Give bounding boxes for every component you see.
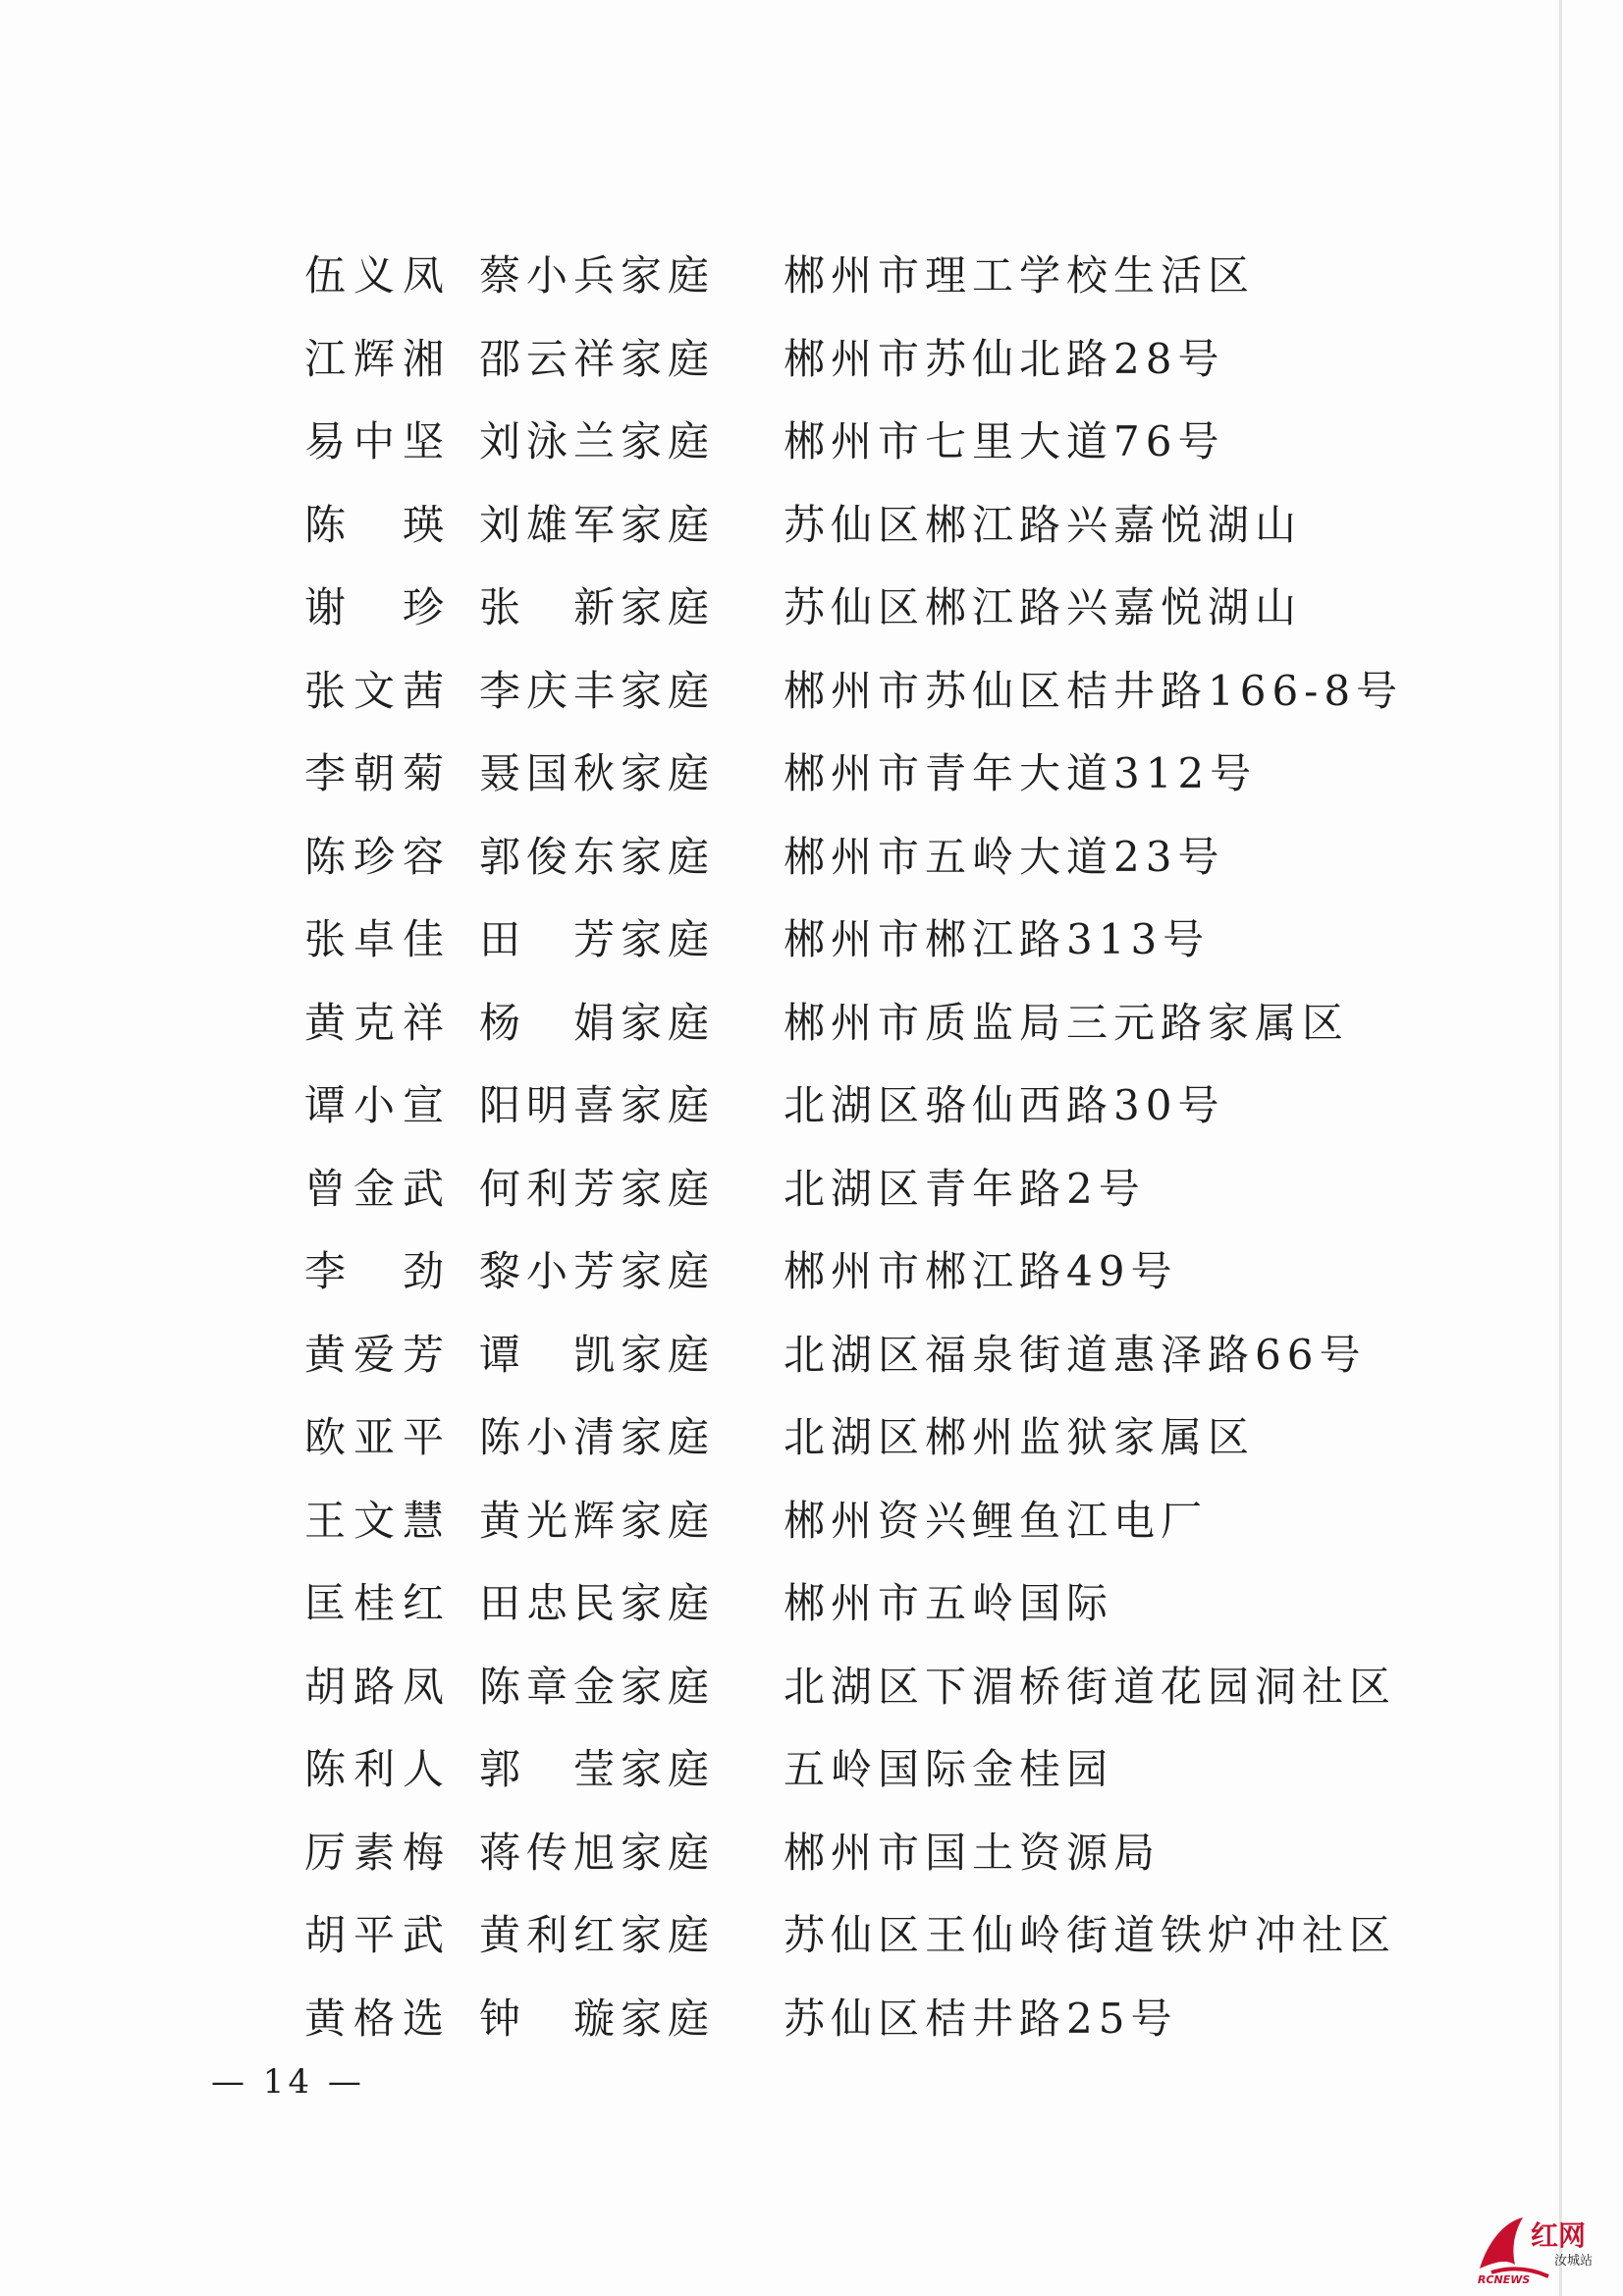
person-name: 陈利人 xyxy=(304,1745,453,1794)
list-item xyxy=(304,730,1424,813)
person-name: 谢 珍 xyxy=(304,583,453,632)
family-name: 邵云祥家庭 xyxy=(479,334,716,383)
family-address: 郴州市国土资源局 xyxy=(784,1828,1162,1877)
list-item xyxy=(304,315,1424,399)
person-name: 曾金武 xyxy=(304,1164,453,1213)
list-item xyxy=(304,564,1424,647)
person-name: 伍义凤 xyxy=(304,251,453,301)
family-name: 黄利红家庭 xyxy=(479,1911,716,1960)
family-name: 刘雄军家庭 xyxy=(479,500,716,549)
list-item xyxy=(304,1643,1424,1726)
rednet-logo xyxy=(1472,2208,1609,2286)
list-item xyxy=(304,1725,1424,1809)
person-name: 欧亚平 xyxy=(304,1413,453,1462)
family-name: 陈小清家庭 xyxy=(479,1413,716,1462)
logo-sub-text: 汝城站 xyxy=(1554,2254,1594,2269)
family-address: 郴州市苏仙区桔井路166-8号 xyxy=(784,666,1404,715)
list-item xyxy=(304,813,1424,897)
family-address: 苏仙区郴江路兴嘉悦湖山 xyxy=(784,500,1303,549)
family-address: 苏仙区郴江路兴嘉悦湖山 xyxy=(784,583,1303,632)
list-item xyxy=(304,1311,1424,1394)
person-name: 张卓佳 xyxy=(304,915,453,964)
person-name: 陈珍容 xyxy=(304,832,453,881)
family-address: 苏仙区桔井路25号 xyxy=(784,1994,1178,2043)
family-name: 田 芳家庭 xyxy=(479,915,716,964)
family-address: 北湖区青年路2号 xyxy=(784,1164,1146,1213)
list-item xyxy=(304,398,1424,481)
logo-en-text: RCNEWS xyxy=(1478,2273,1531,2286)
person-name: 易中坚 xyxy=(304,417,453,466)
person-name: 胡路凤 xyxy=(304,1662,453,1711)
family-name: 陈章金家庭 xyxy=(479,1662,716,1711)
family-address: 北湖区下湄桥街道花园洞社区 xyxy=(784,1662,1397,1711)
person-name: 胡平武 xyxy=(304,1911,453,1960)
person-name: 黄爱芳 xyxy=(304,1330,453,1379)
person-name: 陈 瑛 xyxy=(304,500,453,549)
person-name: 谭小宣 xyxy=(304,1081,453,1130)
person-name: 黄克祥 xyxy=(304,998,453,1047)
person-name: 李 劲 xyxy=(304,1247,453,1296)
family-address: 郴州市理工学校生活区 xyxy=(784,251,1256,301)
list-item xyxy=(304,1228,1424,1311)
family-name: 李庆丰家庭 xyxy=(479,666,716,715)
family-name: 黎小芳家庭 xyxy=(479,1247,716,1296)
person-name: 张文茜 xyxy=(304,666,453,715)
family-address: 北湖区郴州监狱家属区 xyxy=(784,1413,1256,1462)
family-name: 郭俊东家庭 xyxy=(479,832,716,881)
list-item xyxy=(304,1809,1424,1892)
family-name: 何利芳家庭 xyxy=(479,1164,716,1213)
person-name: 匡桂红 xyxy=(304,1579,453,1628)
list-item xyxy=(304,1891,1424,1975)
family-address: 苏仙区王仙岭街道铁炉冲社区 xyxy=(784,1911,1397,1960)
family-address: 五岭国际金桂园 xyxy=(784,1745,1114,1794)
family-name: 聂国秋家庭 xyxy=(479,749,716,798)
family-name: 蒋传旭家庭 xyxy=(479,1828,716,1877)
family-address: 郴州市青年大道312号 xyxy=(784,749,1258,798)
list-item xyxy=(304,1477,1424,1560)
family-name: 谭 凯家庭 xyxy=(479,1330,716,1379)
list-item xyxy=(304,481,1424,565)
family-address: 郴州市五岭大道23号 xyxy=(784,832,1225,881)
page-number: — 14 — xyxy=(211,2062,365,2102)
family-address: 郴州市质监局三元路家属区 xyxy=(784,998,1350,1047)
rednet-logo-icon xyxy=(1472,2208,1609,2286)
list-item xyxy=(304,1394,1424,1477)
family-name: 蔡小兵家庭 xyxy=(479,251,716,301)
logo-main-text: 红网 xyxy=(1531,2219,1587,2252)
list-item xyxy=(304,896,1424,979)
person-name: 黄格选 xyxy=(304,1994,453,2043)
family-name: 田忠民家庭 xyxy=(479,1579,716,1628)
list-item xyxy=(304,232,1424,315)
family-address: 郴州市苏仙北路28号 xyxy=(784,334,1225,383)
page-edge-shadow xyxy=(1559,0,1562,2296)
family-address: 北湖区福泉街道惠泽路66号 xyxy=(784,1330,1367,1379)
family-name: 黄光辉家庭 xyxy=(479,1496,716,1545)
family-address: 北湖区骆仙西路30号 xyxy=(784,1081,1225,1130)
family-name: 阳明喜家庭 xyxy=(479,1081,716,1130)
list-item xyxy=(304,1975,1424,2058)
family-name: 杨 娟家庭 xyxy=(479,998,716,1047)
list-item xyxy=(304,979,1424,1063)
family-name: 钟 璇家庭 xyxy=(479,1994,716,2043)
family-address: 郴州市郴江路313号 xyxy=(784,915,1211,964)
list-item xyxy=(304,1145,1424,1229)
family-name: 刘泳兰家庭 xyxy=(479,417,716,466)
family-address: 郴州资兴鲤鱼江电厂 xyxy=(784,1496,1209,1545)
family-list xyxy=(304,232,1424,2057)
family-name: 郭 莹家庭 xyxy=(479,1745,716,1794)
person-name: 王文慧 xyxy=(304,1496,453,1545)
family-address: 郴州市七里大道76号 xyxy=(784,417,1225,466)
list-item xyxy=(304,1559,1424,1643)
person-name: 厉素梅 xyxy=(304,1828,453,1877)
family-name: 张 新家庭 xyxy=(479,583,716,632)
family-address: 郴州市郴江路49号 xyxy=(784,1247,1178,1296)
person-name: 江辉湘 xyxy=(304,334,453,383)
family-address: 郴州市五岭国际 xyxy=(784,1579,1114,1628)
list-item xyxy=(304,647,1424,731)
list-item xyxy=(304,1062,1424,1145)
person-name: 李朝菊 xyxy=(304,749,453,798)
